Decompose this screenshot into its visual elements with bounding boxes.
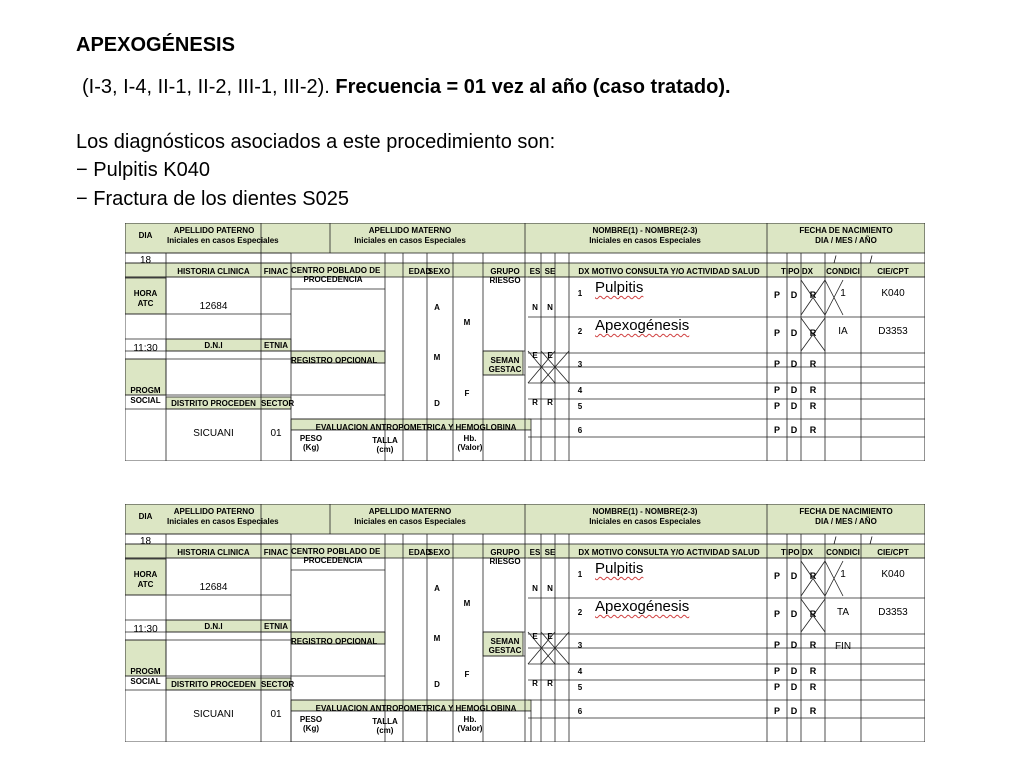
tipo-dx-p: P — [773, 425, 780, 435]
dx-text — [595, 317, 765, 334]
edad-label: EDAD — [408, 267, 432, 276]
riesgo-label: RIESGO — [489, 276, 521, 285]
finac-label: FINAC — [263, 267, 289, 276]
historia-clinica-value: 12684 — [199, 582, 228, 593]
hora-label: HORA — [133, 570, 158, 579]
finac-label: FINAC — [263, 548, 289, 557]
diagnosis-item: − Pulpitis K040 — [76, 159, 210, 181]
es-e: E — [532, 351, 538, 360]
dx-text — [595, 560, 765, 577]
hora-value: 11:30 — [133, 343, 158, 354]
cm-label: (cm) — [376, 445, 394, 454]
etnia-label: ETNIA — [264, 341, 288, 350]
cie-value: K040 — [881, 569, 905, 580]
tipo-dx-r: R — [809, 359, 817, 369]
condicion-value: TA — [836, 607, 850, 618]
dx-row-number: 4 — [577, 386, 583, 395]
dx-text — [595, 279, 765, 296]
centro-poblado-label: CENTRO POBLADO DE — [291, 547, 381, 556]
distrito-value: SICUANI — [193, 709, 234, 720]
his-form-2 — [125, 504, 925, 742]
tipo-dx-d: D — [790, 666, 798, 676]
tipo-dx-d: D — [790, 609, 798, 619]
registro-opcional-label: REGISTRO OPCIONAL — [291, 637, 378, 646]
tipo-dx-label: TIPO DX — [780, 267, 813, 276]
distrito-proceden-label: DISTRITO PROCEDEN — [171, 680, 256, 689]
grupo-label: GRUPO — [490, 267, 520, 276]
dia-value: 18 — [139, 536, 152, 547]
iniciales-label: Iniciales en casos Especiales — [354, 517, 466, 526]
talla-label: TALLA — [372, 717, 398, 726]
tipo-dx-label: TIPO DX — [780, 548, 813, 557]
tipo-dx-r: R — [809, 571, 817, 581]
edad-d: D — [434, 399, 440, 408]
tipo-dx-r: R — [809, 290, 817, 300]
valor-label: (Valor) — [457, 443, 483, 452]
tipo-dx-r: R — [809, 401, 817, 411]
sector-value: 01 — [270, 709, 282, 720]
date-slash: / — [833, 255, 837, 266]
tipo-dx-d: D — [790, 571, 798, 581]
nombre-label: NOMBRE(1) - NOMBRE(2-3) — [592, 226, 698, 235]
procedure-codes-line — [82, 76, 731, 99]
atc-label: ATC — [137, 299, 154, 308]
se-e: E — [547, 632, 553, 641]
historia-clinica-value: 12684 — [199, 301, 228, 312]
dni-label: D.N.I — [204, 622, 223, 631]
seman-label: SEMAN — [490, 356, 520, 365]
es-label: ES — [529, 267, 541, 276]
dni-label: D.N.I — [204, 341, 223, 350]
tipo-dx-d: D — [790, 706, 798, 716]
fecha-nac-label: FECHA DE NACIMIENTO — [799, 226, 893, 235]
dx-row-number: 6 — [577, 707, 583, 716]
his-form-1 — [125, 223, 925, 461]
dx-value: Apexogénesis — [595, 598, 690, 615]
es-r: R — [532, 398, 538, 407]
se-n: N — [547, 303, 553, 312]
grupo-label: GRUPO — [490, 548, 520, 557]
cie-value: D3353 — [878, 326, 908, 337]
valor-label: (Valor) — [457, 724, 483, 733]
tipo-dx-d: D — [790, 640, 798, 650]
edad-a: A — [434, 303, 440, 312]
tipo-dx-d: D — [790, 425, 798, 435]
distrito-proceden-label: DISTRITO PROCEDEN — [171, 399, 256, 408]
tipo-dx-d: D — [790, 328, 798, 338]
procedencia-label: PROCEDENCIA — [303, 275, 363, 284]
cie-value: K040 — [881, 288, 905, 299]
page-title: APEXOGÉNESIS — [76, 34, 235, 56]
diagnosis-item: − Fractura de los dientes S025 — [76, 188, 349, 210]
tipo-dx-p: P — [773, 385, 780, 395]
dia-mes-anio-label: DIA / MES / AÑO — [815, 517, 877, 526]
dia-label: DIA — [138, 231, 153, 240]
es-n: N — [532, 584, 538, 593]
tipo-dx-d: D — [790, 682, 798, 692]
evaluacion-label: EVALUACION ANTROPOMETRICA Y HEMOGLOBINA — [315, 423, 517, 432]
dia-mes-anio-label: DIA / MES / AÑO — [815, 236, 877, 245]
dx-row-number: 2 — [577, 608, 583, 617]
dx-text — [595, 598, 765, 615]
social-label: SOCIAL — [130, 677, 161, 686]
fecha-nac-label: FECHA DE NACIMIENTO — [799, 507, 893, 516]
iniciales-label: Iniciales en casos Especiales — [589, 236, 701, 245]
tipo-dx-r: R — [809, 609, 817, 619]
talla-label: TALLA — [372, 436, 398, 445]
edad-a: A — [434, 584, 440, 593]
kg-label: (Kg) — [303, 724, 319, 733]
cie-cpt-label: CIE/CPT — [877, 548, 909, 557]
historia-clinica-label: HISTORIA CLINICA — [177, 548, 250, 557]
procedencia-label: PROCEDENCIA — [303, 556, 363, 565]
dx-row-number: 3 — [577, 641, 583, 650]
dx-value: Pulpitis — [595, 560, 644, 577]
apellido-paterno-label: APELLIDO PATERNO — [173, 226, 255, 235]
registro-opcional-label: REGISTRO OPCIONAL — [291, 356, 378, 365]
tipo-dx-p: P — [773, 571, 780, 581]
dx-row-number: 5 — [577, 402, 583, 411]
tipo-dx-d: D — [790, 359, 798, 369]
sexo-f: F — [464, 670, 470, 679]
sexo-f: F — [464, 389, 470, 398]
dx-row-number: 2 — [577, 327, 583, 336]
apellido-materno-label: APELLIDO MATERNO — [368, 507, 452, 516]
tipo-dx-p: P — [773, 290, 780, 300]
diagnoses-intro: Los diagnósticos asociados a este procedimiento son: — [76, 131, 556, 153]
sector-value: 01 — [270, 428, 282, 439]
dx-row-number: 5 — [577, 683, 583, 692]
dx-row-number: 1 — [577, 289, 583, 298]
tipo-dx-r: R — [809, 640, 817, 650]
se-r: R — [547, 679, 553, 688]
tipo-dx-p: P — [773, 706, 780, 716]
tipo-dx-p: P — [773, 359, 780, 369]
evaluacion-label: EVALUACION ANTROPOMETRICA Y HEMOGLOBINA — [315, 704, 517, 713]
hb-label: Hb. — [463, 715, 477, 724]
es-r: R — [532, 679, 538, 688]
sexo-m: M — [463, 318, 471, 327]
se-label: SE — [544, 267, 556, 276]
etnia-label: ETNIA — [264, 622, 288, 631]
tipo-dx-d: D — [790, 401, 798, 411]
iniciales-label: Iniciales en casos Especiales — [589, 517, 701, 526]
centro-poblado-label: CENTRO POBLADO DE — [291, 266, 381, 275]
seman-label: SEMAN — [490, 637, 520, 646]
peso-label: PESO — [299, 715, 323, 724]
tipo-dx-d: D — [790, 290, 798, 300]
es-e: E — [532, 632, 538, 641]
tipo-dx-p: P — [773, 328, 780, 338]
atc-label: ATC — [137, 580, 154, 589]
tipo-dx-r: R — [809, 682, 817, 692]
iniciales-label: Iniciales en casos Especiales — [167, 517, 279, 526]
dx-row-number: 3 — [577, 360, 583, 369]
es-n: N — [532, 303, 538, 312]
date-slash: / — [869, 255, 873, 266]
social-label: SOCIAL — [130, 396, 161, 405]
edad-m: M — [433, 353, 441, 362]
dx-value: Pulpitis — [595, 279, 644, 296]
frequency-text: Frecuencia = 01 vez al año (caso tratado). — [335, 76, 731, 98]
se-r: R — [547, 398, 553, 407]
dx-motivo-label: DX MOTIVO CONSULTA Y/O ACTIVIDAD SALUD — [578, 267, 760, 276]
tipo-dx-r: R — [809, 385, 817, 395]
hb-label: Hb. — [463, 434, 477, 443]
peso-label: PESO — [299, 434, 323, 443]
sector-label: SECTOR — [261, 680, 295, 689]
apellido-materno-label: APELLIDO MATERNO — [368, 226, 452, 235]
se-e: E — [547, 351, 553, 360]
dx-row-number: 1 — [577, 570, 583, 579]
condicion-value: 1 — [840, 288, 846, 299]
dx-row-number: 6 — [577, 426, 583, 435]
condicion-value: 1 — [840, 569, 846, 580]
es-label: ES — [529, 548, 541, 557]
cie-cpt-label: CIE/CPT — [877, 267, 909, 276]
apellido-paterno-label: APELLIDO PATERNO — [173, 507, 255, 516]
tipo-dx-p: P — [773, 640, 780, 650]
condici-label: CONDICI — [826, 267, 860, 276]
date-slash: / — [869, 536, 873, 547]
hora-value: 11:30 — [133, 624, 158, 635]
tipo-dx-p: P — [773, 682, 780, 692]
dx-motivo-label: DX MOTIVO CONSULTA Y/O ACTIVIDAD SALUD — [578, 548, 760, 557]
progm-label: PROGM — [130, 386, 161, 395]
nombre-label: NOMBRE(1) - NOMBRE(2-3) — [592, 507, 698, 516]
kg-label: (Kg) — [303, 443, 319, 452]
condicion-value: FIN — [834, 641, 852, 652]
sector-label: SECTOR — [261, 399, 295, 408]
dx-value: Apexogénesis — [595, 317, 690, 334]
tipo-dx-d: D — [790, 385, 798, 395]
se-label: SE — [544, 548, 556, 557]
condici-label: CONDICI — [826, 548, 860, 557]
sexo-label: SEXO — [427, 267, 451, 276]
sexo-m: M — [463, 599, 471, 608]
procedure-codes: (I-3, I-4, II-1, II-2, III-1, III-2). — [82, 76, 336, 98]
iniciales-label: Iniciales en casos Especiales — [354, 236, 466, 245]
riesgo-label: RIESGO — [489, 557, 521, 566]
gestac-label: GESTAC — [488, 365, 522, 374]
historia-clinica-label: HISTORIA CLINICA — [177, 267, 250, 276]
sexo-label: SEXO — [427, 548, 451, 557]
progm-label: PROGM — [130, 667, 161, 676]
tipo-dx-p: P — [773, 401, 780, 411]
tipo-dx-p: P — [773, 609, 780, 619]
tipo-dx-r: R — [809, 328, 817, 338]
tipo-dx-r: R — [809, 666, 817, 676]
tipo-dx-r: R — [809, 425, 817, 435]
gestac-label: GESTAC — [488, 646, 522, 655]
edad-d: D — [434, 680, 440, 689]
dia-value: 18 — [139, 255, 152, 266]
se-n: N — [547, 584, 553, 593]
cm-label: (cm) — [376, 726, 394, 735]
cie-value: D3353 — [878, 607, 908, 618]
edad-label: EDAD — [408, 548, 432, 557]
dia-label: DIA — [138, 512, 153, 521]
edad-m: M — [433, 634, 441, 643]
distrito-value: SICUANI — [193, 428, 234, 439]
tipo-dx-r: R — [809, 706, 817, 716]
dx-row-number: 4 — [577, 667, 583, 676]
date-slash: / — [833, 536, 837, 547]
condicion-value: IA — [838, 326, 848, 337]
iniciales-label: Iniciales en casos Especiales — [167, 236, 279, 245]
tipo-dx-p: P — [773, 666, 780, 676]
hora-label: HORA — [133, 289, 158, 298]
